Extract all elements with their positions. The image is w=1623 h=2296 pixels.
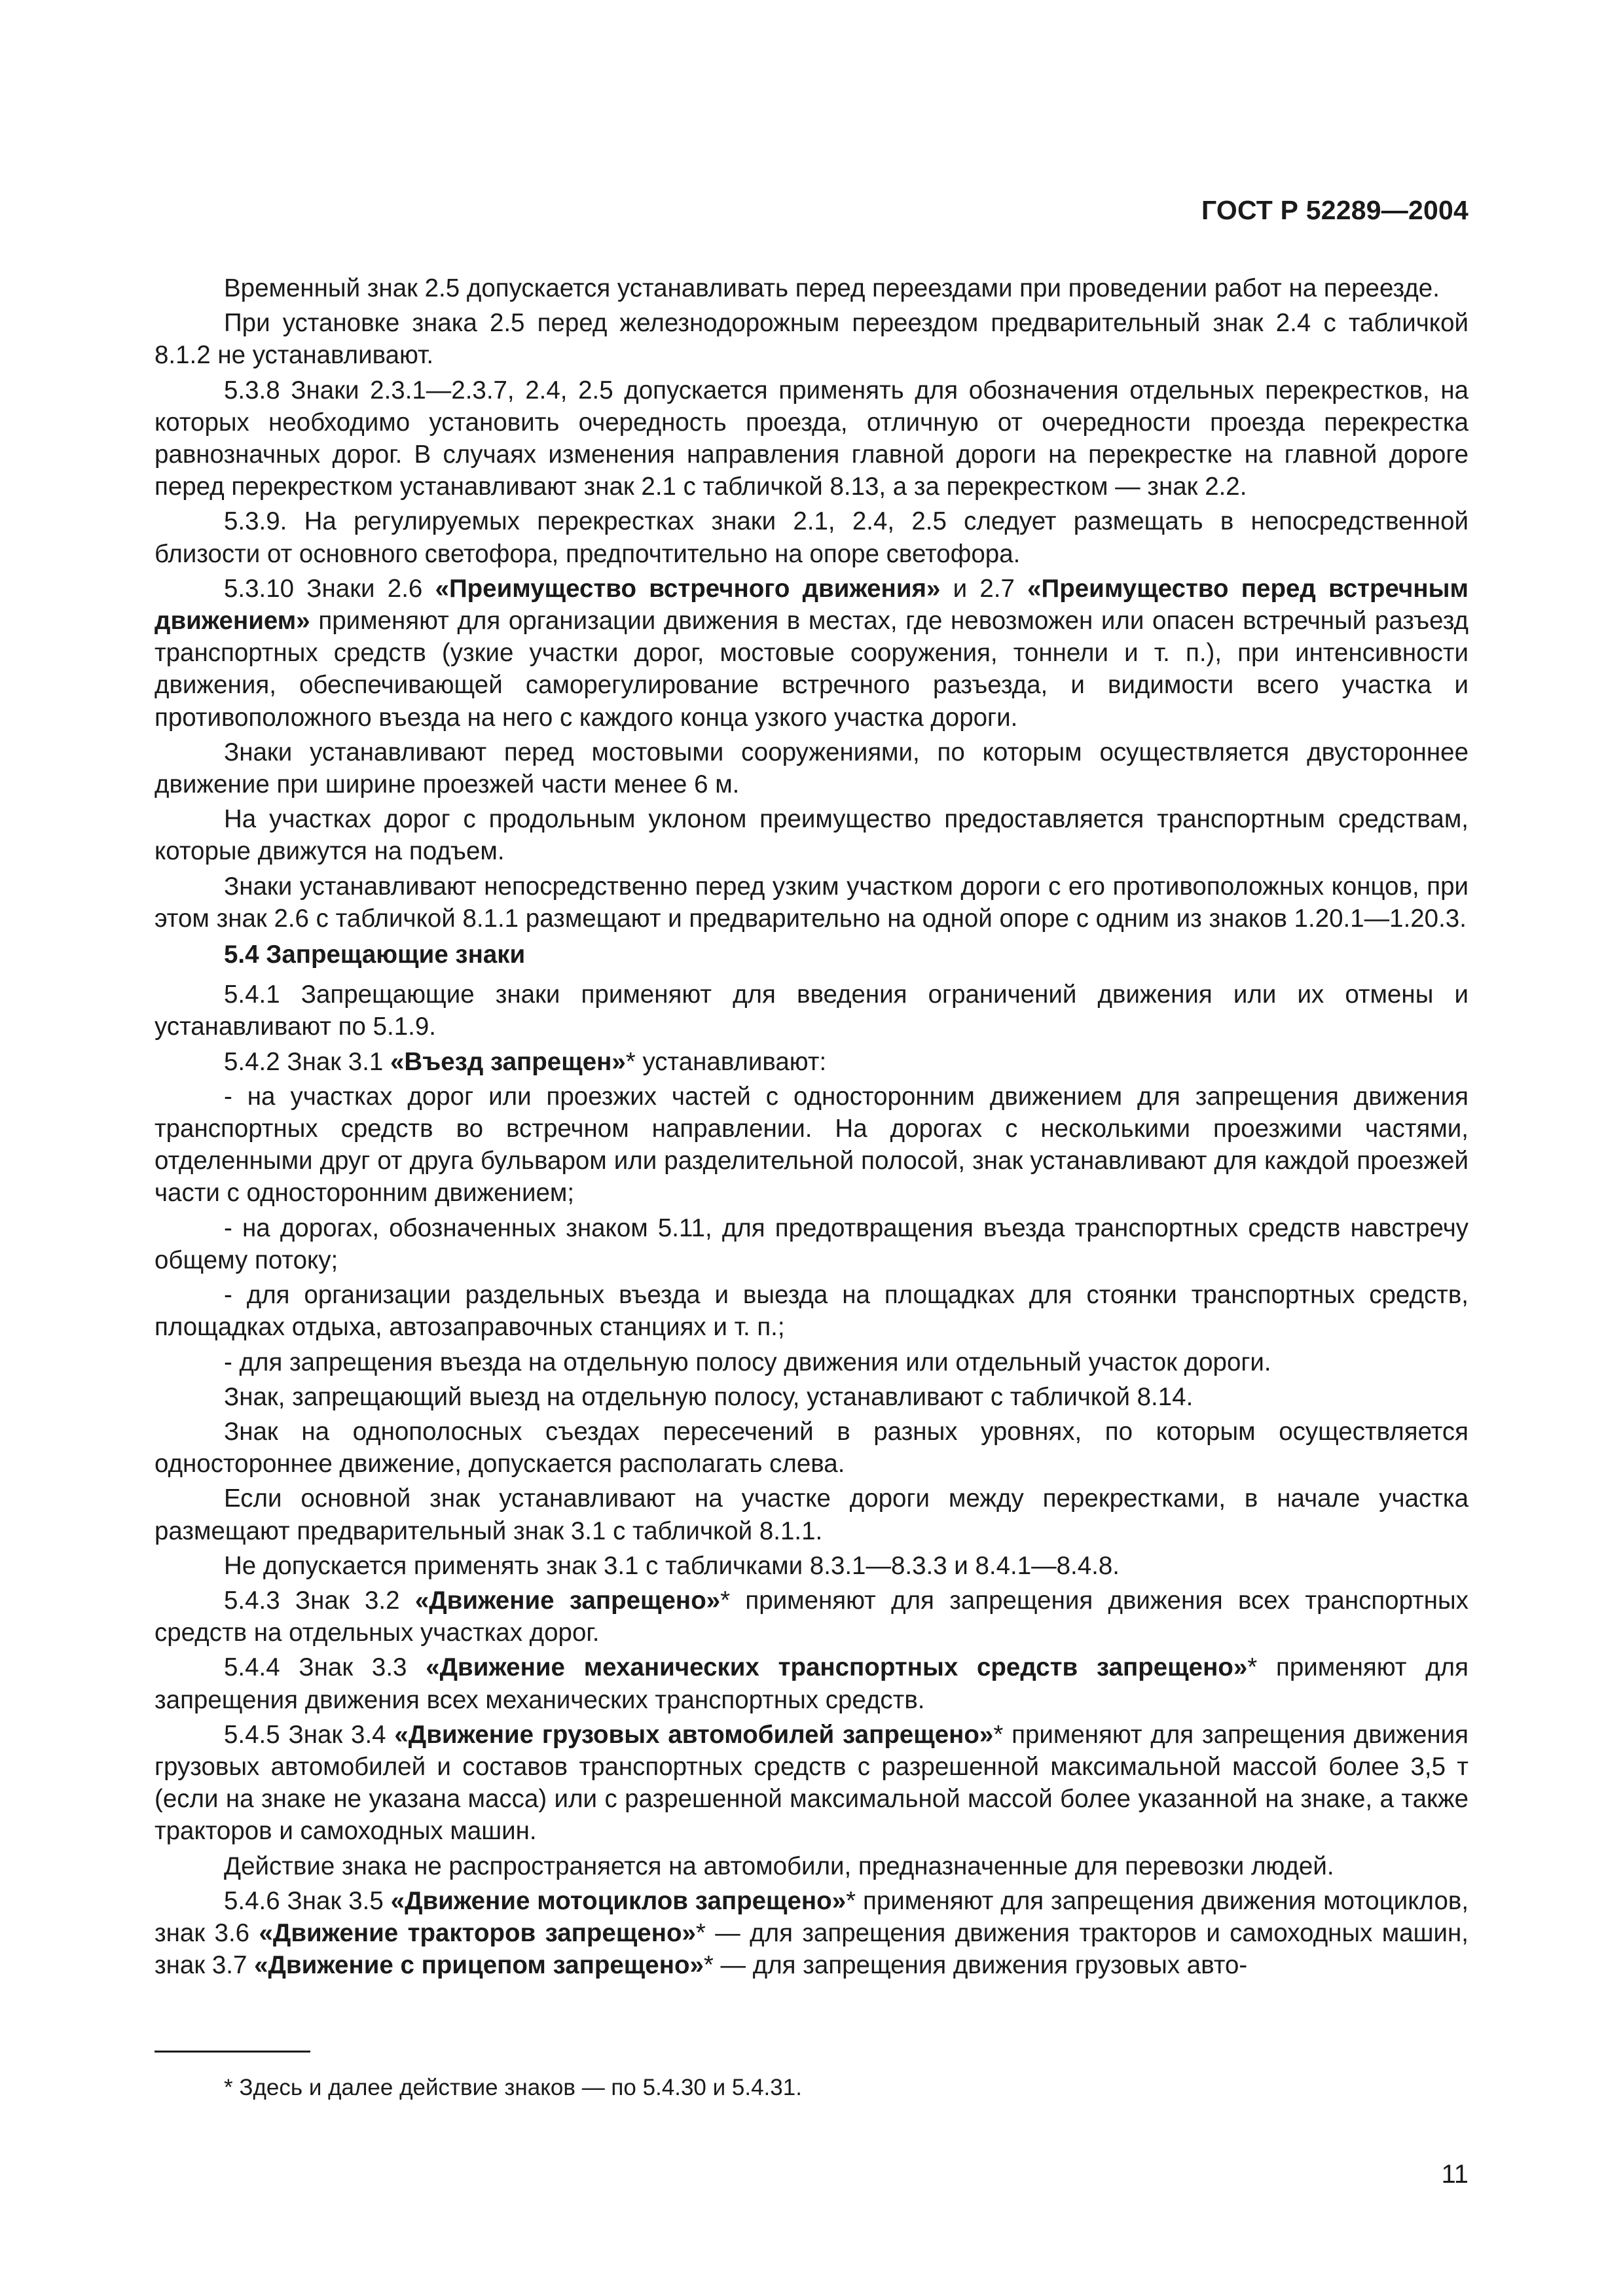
paragraph (155, 1651, 1468, 1715)
text-run: применяют для организации движения в местах, где невозможен или опасен встречный разъезд транспортных средств (узкие участки дорог, мостовые сооружения, тоннели и т. п.), при интенсивности движения, обеспечивающей саморегулирование встречного разъезда, и видимости всего участка и противоположного въезда на него с каждого конца узкого участка дороги. (155, 607, 1468, 732)
text-run: Знаки устанавливают перед мостовыми сооружениями, по которым осуществляется двустороннее движение при ширине проезжей части менее 6 м. (155, 738, 1468, 799)
text-run: * применяют для запрещения движения всех транспортных средств на отдельных участках дорог. (155, 1586, 1468, 1647)
text-run: 5.4.6 Знак 3.5 (224, 1886, 391, 1915)
text-run: 5.4.1 Запрещающие знаки применяют для введения ограничений движения или их отмены и устанавливают по 5.1.9. (155, 980, 1468, 1041)
text-run: - для организации раздельных въезда и выезда на площадках для стоянки транспортных средств, площадках отдыха, автозаправочных станциях и т. п.; (155, 1281, 1468, 1342)
text-run: Знаки устанавливают непосредственно перед узким участком дороги с его противоположных концов, при этом знак 2.6 с табличкой 8.1.1 размещают и предварительно на одной опоре с одним из знаков 1.20.1—1.20.3. (155, 872, 1468, 933)
text-run: Временный знак 2.5 допускается устанавливать перед переездами при проведении работ на переезде. (224, 274, 1440, 302)
paragraph (155, 307, 1468, 371)
text-run: Знак, запрещающий выезд на отдельную полосу, устанавливают с табличкой 8.14. (224, 1382, 1194, 1411)
paragraph (155, 978, 1468, 1043)
text-run: и 2.7 (940, 574, 1028, 603)
document-header: ГОСТ Р 52289—2004 (1201, 195, 1468, 225)
paragraph (155, 1381, 1468, 1413)
text-run: 5.4.3 Знак 3.2 (224, 1586, 415, 1615)
text-run: 5.4.5 Знак 3.4 (224, 1720, 395, 1749)
paragraph (155, 1482, 1468, 1547)
paragraph (155, 1719, 1468, 1848)
footnote: * Здесь и далее действие знаков — по 5.4.30 и 5.4.31. (224, 2075, 802, 2100)
text-run: * применяют для запрещения движения грузовых автомобилей и составов транспортных средств с разрешенной максимальной массой более 3,5 т (если на знаке не указана масса) или с разрешенной максимальной массой более указанной на знаке, а также тракторов и самоходных машин. (155, 1720, 1468, 1846)
paragraph (155, 736, 1468, 800)
text-run: 5.3.9. На регулируемых перекрестках знаки 2.1, 2.4, 2.5 следует размещать в непосредственной близости от основного светофора, предпочтительно на опоре светофора. (155, 507, 1468, 568)
bold-text: «Движение с прицепом запрещено» (254, 1951, 704, 1980)
bold-text: «Движение грузовых автомобилей запрещено» (394, 1720, 994, 1749)
paragraph (155, 1279, 1468, 1343)
paragraph (155, 870, 1468, 935)
text-run: На участках дорог с продольным уклоном преимущество предоставляется транспортным средствам, которые движутся на подъем. (155, 805, 1468, 866)
paragraph (155, 374, 1468, 503)
paragraph (155, 1346, 1468, 1378)
text-run: * применяют для запрещения движения мотоциклов, знак 3.6 (155, 1886, 1469, 1947)
page-number: 11 (1441, 2160, 1468, 2189)
footnote-separator (155, 2051, 310, 2053)
bold-text: «Преимущество перед встречным движением» (155, 574, 1468, 636)
paragraph (155, 1550, 1468, 1582)
text-run: - на дорогах, обозначенных знаком 5.11, для предотвращения въезда транспортных средств навстречу общему потоку; (155, 1213, 1468, 1274)
bold-text: «Движение тракторов запрещено» (259, 1918, 696, 1947)
bold-text: «Движение мотоциклов запрещено» (390, 1886, 847, 1915)
bold-text: «Движение запрещено» (414, 1586, 721, 1615)
text-run: Знак на однополосных съездах пересечений в разных уровнях, по которым осуществляется одностороннее движение, допускается располагать слева. (155, 1417, 1468, 1479)
text-run: * применяют для запрещения движения всех механических транспортных средств. (155, 1653, 1468, 1714)
paragraph (155, 505, 1468, 569)
text-run: 5.3.10 Знаки 2.6 (224, 574, 435, 603)
paragraph (155, 803, 1468, 867)
text-run: * — для запрещения движения тракторов и самоходных машин, знак 3.7 (155, 1918, 1469, 1980)
paragraph (155, 1046, 1468, 1078)
text-run: При установке знака 2.5 перед железнодорожным переездом предварительный знак 2.4 с табличкой 8.1.2 не устанавливают. (155, 309, 1468, 370)
body-text (155, 272, 1468, 1984)
text-run: - для запрещения въезда на отдельную полосу движения или отдельный участок дороги. (224, 1348, 1271, 1376)
paragraph (155, 1416, 1468, 1480)
text-run: 5.4.2 Знак 3.1 (224, 1047, 391, 1076)
bold-text: 5.4 Запрещающие знаки (224, 941, 526, 969)
paragraph (155, 1850, 1468, 1882)
paragraph (155, 1585, 1468, 1649)
paragraph (155, 573, 1468, 734)
bold-text: «Движение механических транспортных средств запрещено» (426, 1653, 1248, 1682)
text-run: 5.3.8 Знаки 2.3.1—2.3.7, 2.4, 2.5 допускается применять для обозначения отдельных перекрестков, на которых необходимо установить очередность проезда, отличную от очередности проезда перекрестка равнозначных дорог. В случаях изменения направления главной дороги на перекрестке на главной дороге перед перекрестком устанавливают знак 2.1 с табличкой 8.13, а за перекрестком — знак 2.2. (155, 376, 1468, 501)
bold-text: «Преимущество встречного движения» (435, 574, 941, 603)
text-run: Действие знака не распространяется на автомобили, предназначенные для перевозки людей. (224, 1852, 1334, 1880)
section-heading (155, 939, 1468, 971)
text-run: 5.4.4 Знак 3.3 (224, 1653, 426, 1682)
paragraph (155, 1212, 1468, 1276)
bold-text: «Въезд запрещен» (390, 1047, 626, 1076)
text-run: * — для запрещения движения грузовых авто- (703, 1951, 1248, 1980)
text-run: * устанавливают: (625, 1047, 827, 1076)
paragraph (155, 272, 1468, 304)
paragraph (155, 1885, 1468, 1982)
text-run: Если основной знак устанавливают на участке дороги между перекрестками, в начале участка размещают предварительный знак 3.1 с табличкой 8.1.1. (155, 1484, 1468, 1545)
text-run: Не допускается применять знак 3.1 с табличками 8.3.1—8.3.3 и 8.4.1—8.4.8. (224, 1551, 1120, 1580)
text-run: - на участках дорог или проезжих частей с односторонним движением для запрещения движения транспортных средств во встречном направлении. На дорогах с несколькими проезжими частями, отделенными друг от друга бульваром или разделительной полосой, знак устанавливают для каждой проезжей части с односторонним движением; (155, 1082, 1468, 1208)
paragraph (155, 1081, 1468, 1210)
